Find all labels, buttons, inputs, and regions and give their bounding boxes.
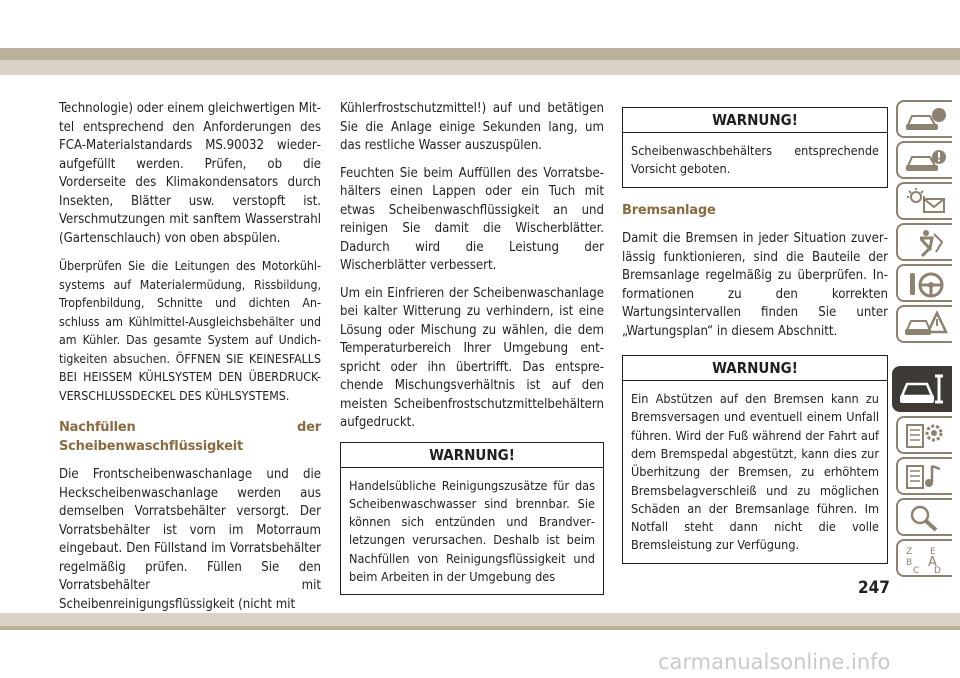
warning-title: WARNUNG!: [623, 356, 887, 381]
column-middle: [340, 100, 604, 607]
page-number: 247: [858, 578, 890, 598]
tab-seatbelt-airbag[interactable]: [896, 223, 952, 261]
tab-service-maintenance[interactable]: [892, 366, 952, 412]
multimedia-music-icon: [904, 462, 948, 492]
column-left: [59, 100, 321, 623]
search-index-icon: [904, 503, 948, 533]
paragraph-cooling-lines: Überprüfen Sie die Leitungen des Motorkühlsystems auf Materialermüdung, Rissbildung, Tropfenbildung, Schnitte und dichten Anschluss am Kühlmittel-Ausgleichsbehälter und am Kühler. Das gesamte System auf Undichtigkeiten absuchen. ÖFFNEN SIE KEINESFALLS BEI HEISSEM KÜHLSYSTEM DEN ÜBERDRUCK-VERSCHLUSSDECKEL DES KÜHLSYSTEMS.: [59, 259, 321, 403]
index-letter: Z: [906, 547, 913, 557]
warning-box-washer: [340, 442, 604, 596]
warning-text: Handelsübliche Reinigungszusätze für das Scheibenwaschwasser sind brennbar. Sie können sich entzünden und Brandverletzungen verursachen. Deshalb ist beim Nachfüllen von Reinigungsflüssigkeit und beim Arbeiten in der Umgebung des: [349, 477, 595, 584]
heading-brakes: Bremsanlage: [622, 202, 716, 218]
warning-title: WARNUNG!: [341, 443, 603, 468]
index-letter: C: [913, 566, 920, 574]
car-wrench-icon: [899, 372, 949, 408]
paragraph-freeze-protection: Um ein Einfrieren der Scheibenwaschanlage bei kalter Witterung zu verhindern, ist eine Lösung oder Mischung zu wählen, die dem Temperaturbereich Ihrer Umgebung entspricht oder ihn übertrifft. Das entsprechende Mischungsverhältnis ist auf den meisten Scheibenfrostschutzmittelbehältern aufgedruckt.: [340, 285, 604, 430]
column-right: [622, 107, 888, 576]
index-letter: A: [928, 555, 937, 570]
paragraph-brakes: Damit die Bremsen in jeder Situation zuverlässig funktionieren, sind die Bauteile der Bremsanlage regelmäßig zu überprüfen. Informationen zu den korrekten Wartungsintervallen finden Sie unter „Wartungsplan“ in diesem Abschnitt.: [622, 231, 888, 339]
tab-specifications[interactable]: [896, 416, 952, 454]
warning-box-brakes: [622, 355, 888, 564]
tab-steering-wheel[interactable]: [896, 264, 952, 302]
watermark: carmanualsonline.info: [658, 650, 891, 674]
warning-title: WARNUNG!: [623, 108, 887, 133]
tab-dashboard-lights[interactable]: [896, 182, 952, 220]
car-info-icon: [904, 105, 948, 135]
warning-box-washer-continued: [622, 107, 888, 188]
steering-wheel-icon: [904, 269, 948, 299]
heading-washer-fluid: Nachfüllen der Scheibenwaschflüssigkeit: [59, 420, 321, 454]
index-letter: E: [930, 547, 936, 557]
specifications-gear-icon: [904, 421, 948, 451]
index-letter: D: [934, 566, 941, 574]
tab-search-index[interactable]: [896, 498, 952, 536]
top-decor-band-light: [0, 60, 960, 75]
paragraph-condenser: Technologie) oder einem gleichwertigen Mittel entsprechend den Anforderungen des FCA-Materialstandards MS.90032 wiederaufgefüllt werden. Prüfen, ob die Vorderseite des Klimakondensators durch Insekten, Blätter usw. verstopft ist. Verschmutzungen mit sanftem Wasserstrahl (Gartenschlauch) von oben abspülen.: [59, 101, 321, 246]
tab-multimedia[interactable]: [896, 457, 952, 495]
top-decor-band: [0, 48, 960, 60]
language-letters-icon: [904, 544, 948, 574]
seatbelt-airbag-icon: [904, 228, 948, 258]
tab-car-info[interactable]: [896, 100, 952, 138]
paragraph-antifreeze: Kühlerfrostschutzmittel!) auf und betätigen Sie die Anlage einige Sekunden lang, um das restliche Wasser auszuspülen.: [340, 101, 604, 153]
bottom-decor-band: [0, 626, 960, 630]
car-warning-icon: [904, 146, 948, 176]
paragraph-wiper-cleaning: Feuchten Sie beim Auffüllen des Vorratsbehälters einen Lappen oder ein Tuch mit etwas Scheibenwaschflüssigkeit an und reinigen Sie damit die Wischerblätter. Dadurch wird die Leistung der Wischerblätter verbessert.: [340, 165, 604, 273]
index-letter: B: [906, 558, 913, 568]
bottom-decor-band-light: [0, 613, 960, 626]
tab-car-warning[interactable]: [896, 141, 952, 179]
tab-language[interactable]: [896, 539, 952, 577]
dashboard-lights-icon: [904, 187, 948, 217]
warning-text: Scheibenwaschbehälters entsprechende Vorsicht geboten.: [631, 143, 879, 177]
roadside-hazard-icon: [904, 310, 948, 340]
warning-text: Ein Abstützen auf den Bremsen kann zu Bremsversagen und eventuell einem Unfall führen. Wird der Fuß während der Fahrt auf dem Bremspedal abgestützt, kann dies zur Überhitzung der Bremsen, zu erhöhtem Bremsbelagverschleiß und zu möglichen Schäden an der Bremsanlage führen. Im Notfall steht dann nicht die volle Bremsleistung zur Verfügung.: [631, 391, 879, 553]
tab-roadside-hazard[interactable]: [896, 305, 952, 343]
paragraph-washer-fluid: Die Frontscheibenwaschanlage und die Heckscheibenwaschanlage werden aus demselben Vorratsbehälter versorgt. Der Vorratsbehälter ist vorn im Motorraum eingebaut. Den Füllstand im Vorratsbehälter regelmäßig prüfen. Füllen Sie den Vorratsbehälter mit Scheibenreinigungsflüssigkeit (nicht mit: [59, 467, 321, 612]
